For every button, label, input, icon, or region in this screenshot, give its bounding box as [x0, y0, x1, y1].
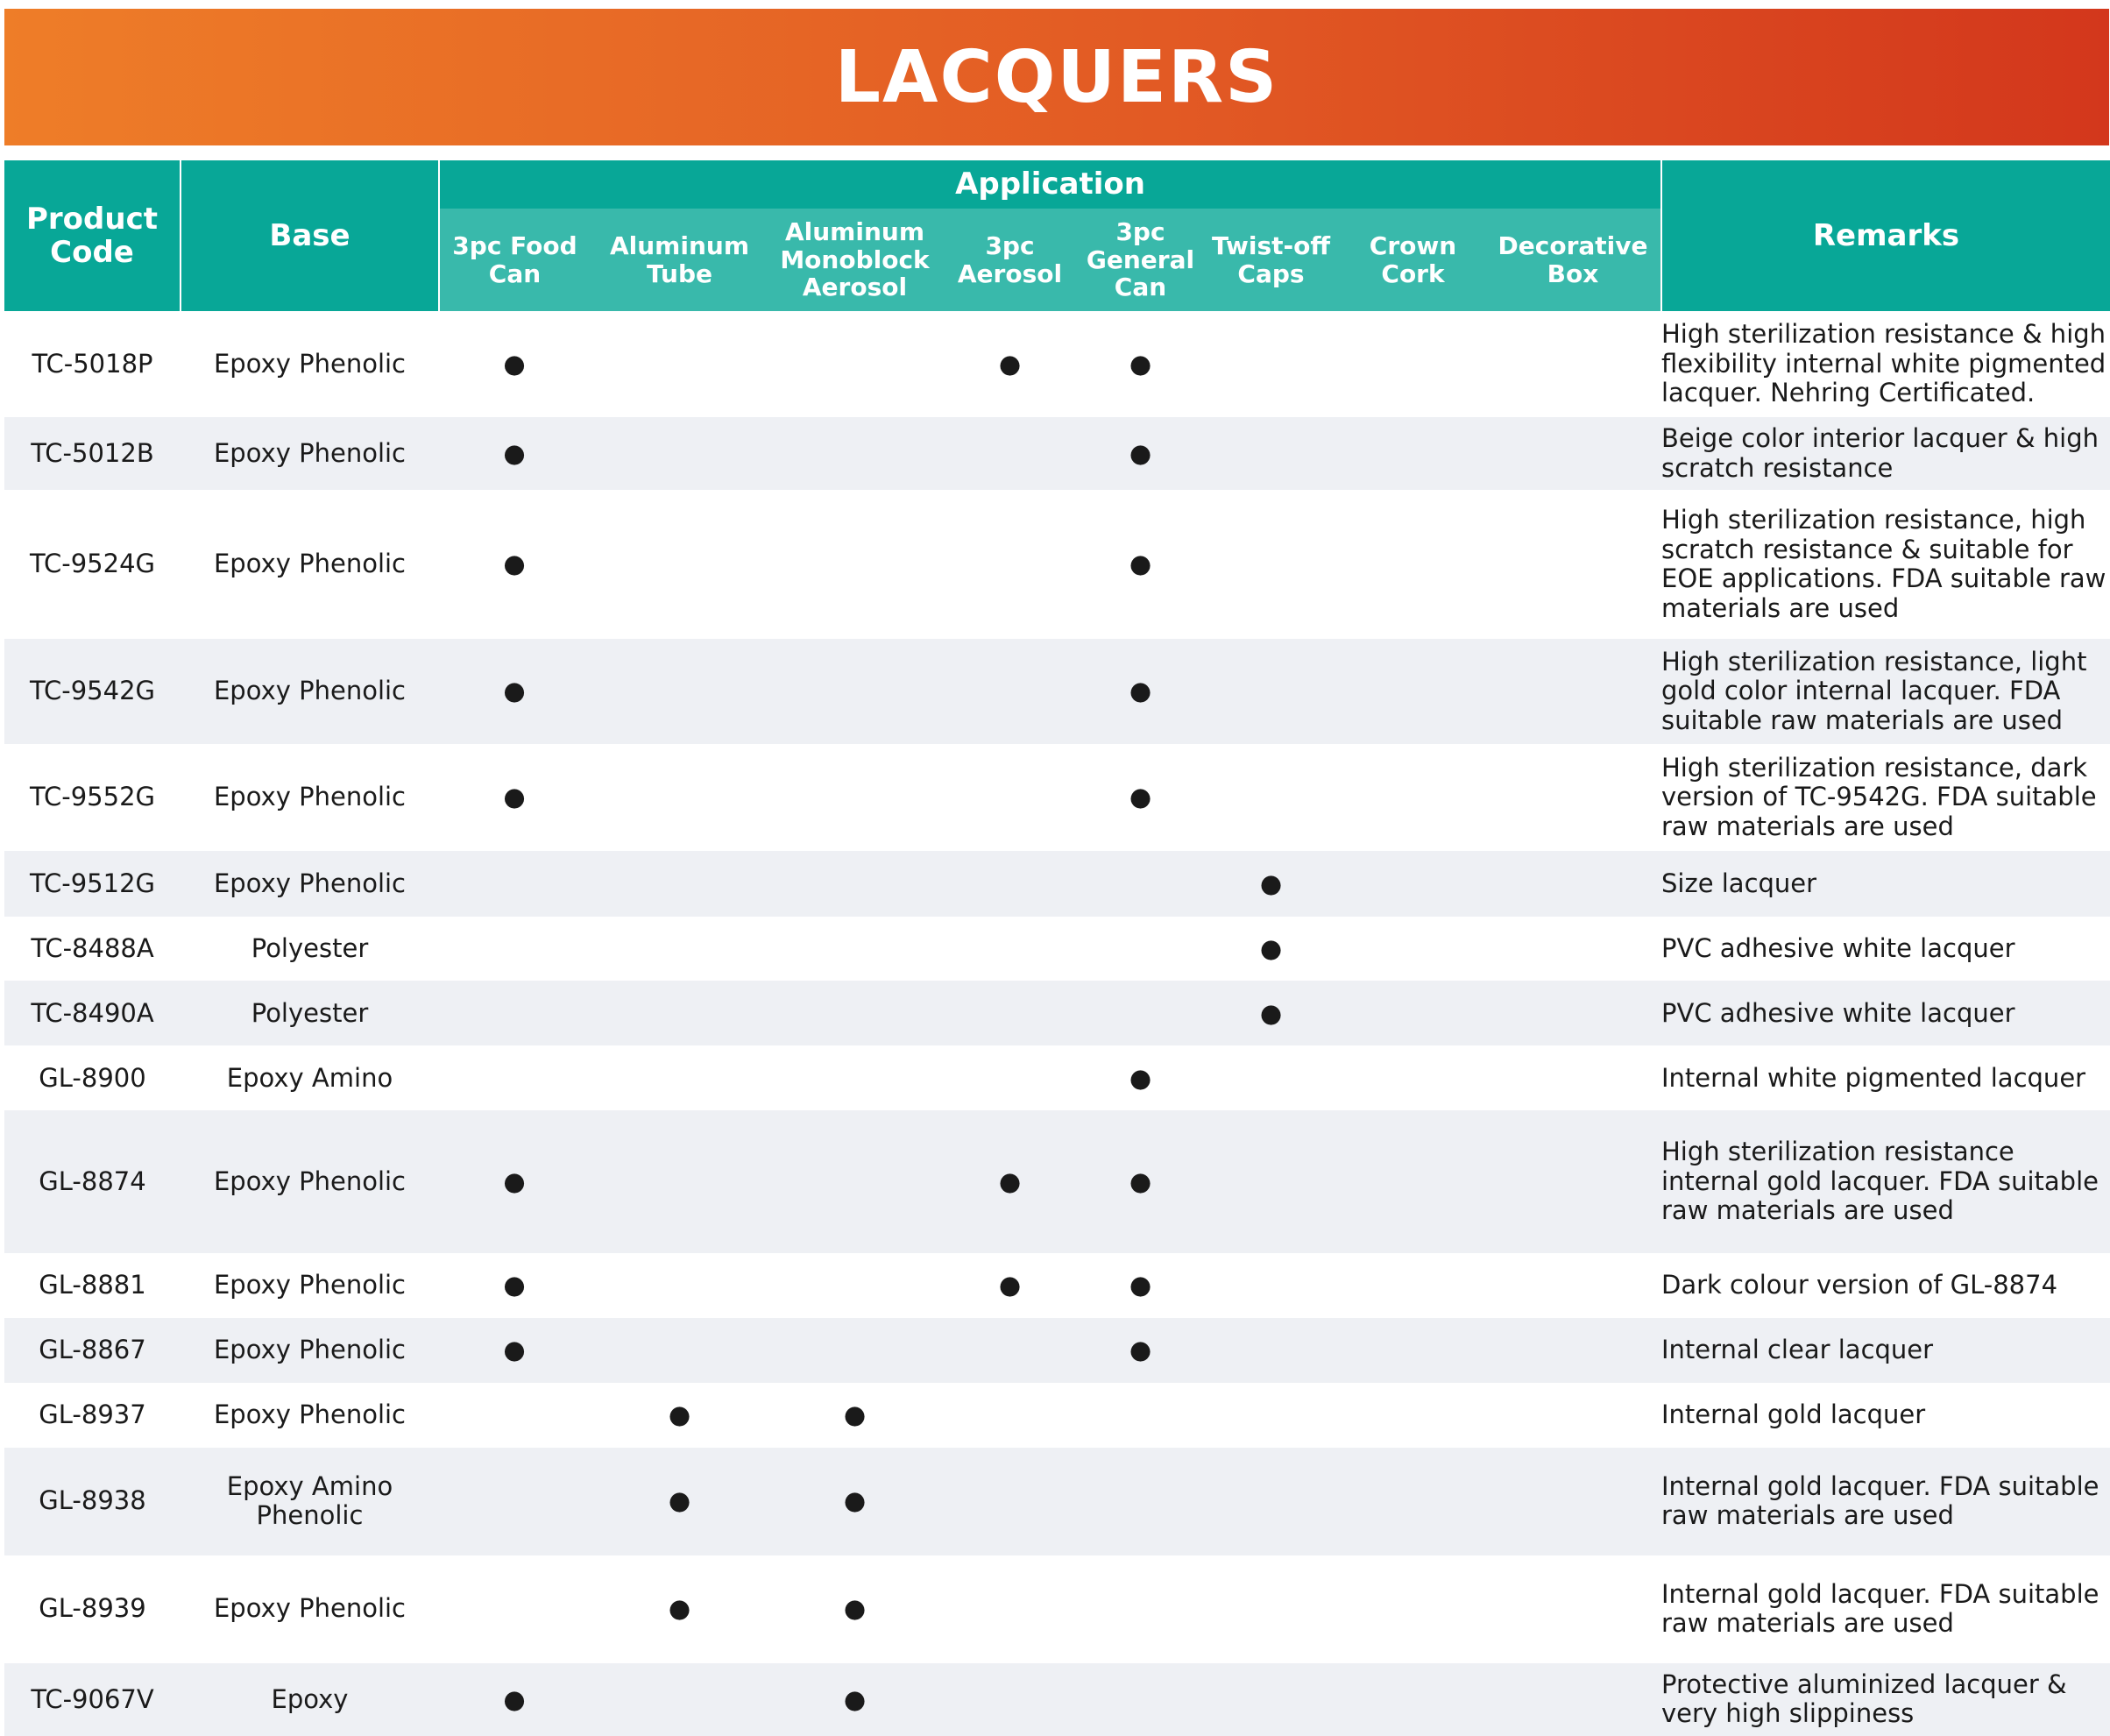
app-cell-crown-cork — [1341, 1448, 1485, 1555]
app-cell-3pc-food-can — [439, 1110, 590, 1252]
app-cell-3pc-aerosol — [940, 1045, 1080, 1110]
app-cell-aluminum-monoblock-aerosol — [769, 311, 940, 417]
app-cell-aluminum-monoblock-aerosol — [769, 851, 940, 917]
app-cell-aluminum-monoblock-aerosol — [769, 1318, 940, 1383]
app-cell-decorative-box — [1485, 981, 1661, 1045]
table-row — [4, 981, 2110, 1045]
header-application: Application — [439, 160, 1661, 209]
app-cell-twist-off-caps — [1201, 639, 1341, 744]
page-title: LACQUERS — [834, 35, 1279, 119]
app-cell-aluminum-tube — [590, 1318, 769, 1383]
app-cell-3pc-general-can — [1080, 744, 1201, 851]
remarks-cell: Internal gold lacquer — [1661, 1383, 2110, 1448]
product-code-cell: GL-8937 — [4, 1383, 181, 1448]
remarks-cell: PVC adhesive white lacquer — [1661, 981, 2110, 1045]
app-cell-decorative-box — [1485, 744, 1661, 851]
header-row-top — [4, 160, 2110, 209]
app-cell-crown-cork — [1341, 311, 1485, 417]
app-cell-3pc-food-can — [439, 1318, 590, 1383]
base-cell: Epoxy Phenolic — [181, 744, 439, 851]
app-cell-aluminum-monoblock-aerosol — [769, 1663, 940, 1736]
app-cell-decorative-box — [1485, 417, 1661, 490]
app-cell-crown-cork — [1341, 639, 1485, 744]
bullet-icon: ● — [843, 1593, 867, 1624]
header-base: Base — [181, 160, 439, 311]
app-cell-3pc-aerosol — [940, 981, 1080, 1045]
app-cell-twist-off-caps — [1201, 1663, 1341, 1736]
base-cell: Epoxy Phenolic — [181, 417, 439, 490]
header-app-3pc-aerosol: 3pc Aerosol — [940, 209, 1080, 311]
app-cell-3pc-general-can — [1080, 981, 1201, 1045]
product-code-cell: GL-8939 — [4, 1555, 181, 1663]
remarks-cell: Dark colour version of GL-8874 — [1661, 1253, 2110, 1318]
app-cell-twist-off-caps — [1201, 1318, 1341, 1383]
app-cell-3pc-food-can — [439, 981, 590, 1045]
product-code-cell: TC-8490A — [4, 981, 181, 1045]
app-cell-twist-off-caps — [1201, 1555, 1341, 1663]
table-row — [4, 744, 2110, 851]
table-row — [4, 490, 2110, 639]
app-cell-3pc-food-can — [439, 639, 590, 744]
app-cell-aluminum-monoblock-aerosol — [769, 417, 940, 490]
app-cell-3pc-general-can — [1080, 917, 1201, 981]
remarks-cell: Internal gold lacquer. FDA suitable raw materials are used — [1661, 1555, 2110, 1663]
app-cell-3pc-aerosol — [940, 490, 1080, 639]
app-cell-3pc-food-can — [439, 1663, 590, 1736]
bullet-icon: ● — [503, 348, 526, 379]
base-cell: Epoxy Phenolic — [181, 639, 439, 744]
app-cell-aluminum-monoblock-aerosol — [769, 1253, 940, 1318]
app-cell-twist-off-caps — [1201, 917, 1341, 981]
app-cell-3pc-aerosol — [940, 1663, 1080, 1736]
app-cell-decorative-box — [1485, 1318, 1661, 1383]
app-cell-twist-off-caps — [1201, 1110, 1341, 1252]
app-cell-crown-cork — [1341, 1318, 1485, 1383]
base-cell: Epoxy Phenolic — [181, 1555, 439, 1663]
bullet-icon: ● — [1129, 1062, 1152, 1093]
app-cell-aluminum-tube — [590, 1448, 769, 1555]
bullet-icon: ● — [1129, 348, 1152, 379]
app-cell-crown-cork — [1341, 917, 1485, 981]
app-cell-decorative-box — [1485, 490, 1661, 639]
bullet-icon: ● — [1129, 1166, 1152, 1196]
app-cell-aluminum-tube — [590, 1110, 769, 1252]
remarks-cell: High sterilization resistance internal gold lacquer. FDA suitable raw materials are used — [1661, 1110, 2110, 1252]
remarks-cell: PVC adhesive white lacquer — [1661, 917, 2110, 981]
table-row — [4, 1318, 2110, 1383]
table-row — [4, 417, 2110, 490]
app-cell-twist-off-caps — [1201, 417, 1341, 490]
app-cell-aluminum-monoblock-aerosol — [769, 1555, 940, 1663]
app-cell-twist-off-caps — [1201, 1253, 1341, 1318]
app-cell-3pc-food-can — [439, 1253, 590, 1318]
bullet-icon: ● — [998, 1166, 1022, 1196]
app-cell-twist-off-caps — [1201, 851, 1341, 917]
remarks-cell: High sterilization resistance, dark version of TC-9542G. FDA suitable raw materials are used — [1661, 744, 2110, 851]
base-cell: Epoxy — [181, 1663, 439, 1736]
table-row — [4, 1383, 2110, 1448]
header-app-3pc-general-can: 3pc General Can — [1080, 209, 1201, 311]
app-cell-crown-cork — [1341, 490, 1485, 639]
product-code-cell: TC-8488A — [4, 917, 181, 981]
bullet-icon: ● — [1129, 1269, 1152, 1300]
app-cell-crown-cork — [1341, 417, 1485, 490]
app-cell-crown-cork — [1341, 851, 1485, 917]
product-code-cell: TC-9542G — [4, 639, 181, 744]
bullet-icon: ● — [1129, 1334, 1152, 1364]
app-cell-3pc-general-can — [1080, 639, 1201, 744]
app-cell-decorative-box — [1485, 1045, 1661, 1110]
bullet-icon: ● — [1259, 868, 1283, 899]
app-cell-3pc-aerosol — [940, 311, 1080, 417]
app-cell-aluminum-tube — [590, 917, 769, 981]
app-cell-decorative-box — [1485, 639, 1661, 744]
app-cell-crown-cork — [1341, 1110, 1485, 1252]
table-row — [4, 1045, 2110, 1110]
bullet-icon: ● — [503, 437, 526, 468]
app-cell-3pc-general-can — [1080, 490, 1201, 639]
app-cell-decorative-box — [1485, 1555, 1661, 1663]
bullet-icon: ● — [503, 782, 526, 812]
app-cell-3pc-aerosol — [940, 1383, 1080, 1448]
app-cell-aluminum-monoblock-aerosol — [769, 917, 940, 981]
bullet-icon: ● — [668, 1399, 691, 1429]
product-code-cell: TC-9067V — [4, 1663, 181, 1736]
base-cell: Epoxy Phenolic — [181, 1383, 439, 1448]
app-cell-decorative-box — [1485, 311, 1661, 417]
base-cell: Epoxy Phenolic — [181, 851, 439, 917]
app-cell-3pc-general-can — [1080, 1663, 1201, 1736]
app-cell-crown-cork — [1341, 1555, 1485, 1663]
base-cell: Polyester — [181, 981, 439, 1045]
base-cell: Epoxy Phenolic — [181, 1253, 439, 1318]
app-cell-twist-off-caps — [1201, 1448, 1341, 1555]
bullet-icon: ● — [843, 1399, 867, 1429]
app-cell-3pc-food-can — [439, 917, 590, 981]
app-cell-aluminum-tube — [590, 1253, 769, 1318]
base-cell: Polyester — [181, 917, 439, 981]
bullet-icon: ● — [1259, 997, 1283, 1028]
remarks-cell: Internal clear lacquer — [1661, 1318, 2110, 1383]
app-cell-3pc-aerosol — [940, 917, 1080, 981]
app-cell-aluminum-monoblock-aerosol — [769, 744, 940, 851]
product-code-cell: TC-9524G — [4, 490, 181, 639]
app-cell-3pc-food-can — [439, 1448, 590, 1555]
table-body — [4, 311, 2110, 1736]
app-cell-3pc-general-can — [1080, 1448, 1201, 1555]
app-cell-decorative-box — [1485, 917, 1661, 981]
bullet-icon: ● — [998, 1269, 1022, 1300]
app-cell-3pc-general-can — [1080, 1555, 1201, 1663]
app-cell-aluminum-tube — [590, 311, 769, 417]
app-cell-3pc-aerosol — [940, 1253, 1080, 1318]
app-cell-3pc-food-can — [439, 311, 590, 417]
base-cell: Epoxy Amino — [181, 1045, 439, 1110]
app-cell-aluminum-monoblock-aerosol — [769, 1448, 940, 1555]
header-app-aluminum-monoblock-aerosol: Aluminum Monoblock Aerosol — [769, 209, 940, 311]
header-app-3pc-food-can: 3pc Food Can — [439, 209, 590, 311]
bullet-icon: ● — [503, 549, 526, 579]
app-cell-3pc-aerosol — [940, 639, 1080, 744]
table-row — [4, 1110, 2110, 1252]
header-app-crown-cork: Crown Cork — [1341, 209, 1485, 311]
app-cell-crown-cork — [1341, 744, 1485, 851]
app-cell-crown-cork — [1341, 1045, 1485, 1110]
app-cell-3pc-general-can — [1080, 1045, 1201, 1110]
app-cell-aluminum-monoblock-aerosol — [769, 490, 940, 639]
bullet-icon: ● — [1129, 437, 1152, 468]
app-cell-crown-cork — [1341, 981, 1485, 1045]
app-cell-twist-off-caps — [1201, 490, 1341, 639]
app-cell-aluminum-tube — [590, 981, 769, 1045]
table-row — [4, 917, 2110, 981]
bullet-icon: ● — [503, 1683, 526, 1714]
app-cell-decorative-box — [1485, 1253, 1661, 1318]
table-row — [4, 1253, 2110, 1318]
app-cell-twist-off-caps — [1201, 744, 1341, 851]
table-row — [4, 1555, 2110, 1663]
app-cell-aluminum-tube — [590, 490, 769, 639]
app-cell-3pc-aerosol — [940, 851, 1080, 917]
product-code-cell: TC-5012B — [4, 417, 181, 490]
app-cell-aluminum-tube — [590, 1663, 769, 1736]
app-cell-decorative-box — [1485, 1663, 1661, 1736]
product-code-cell: TC-5018P — [4, 311, 181, 417]
product-code-cell: GL-8874 — [4, 1110, 181, 1252]
app-cell-twist-off-caps — [1201, 1383, 1341, 1448]
app-cell-3pc-food-can — [439, 744, 590, 851]
app-cell-aluminum-tube — [590, 744, 769, 851]
app-cell-3pc-food-can — [439, 851, 590, 917]
app-cell-3pc-general-can — [1080, 311, 1201, 417]
app-cell-aluminum-monoblock-aerosol — [769, 1383, 940, 1448]
bullet-icon: ● — [1259, 933, 1283, 964]
bullet-icon: ● — [503, 676, 526, 706]
app-cell-aluminum-monoblock-aerosol — [769, 981, 940, 1045]
app-cell-twist-off-caps — [1201, 311, 1341, 417]
remarks-cell: Beige color interior lacquer & high scratch resistance — [1661, 417, 2110, 490]
bullet-icon: ● — [503, 1166, 526, 1196]
bullet-icon: ● — [1129, 549, 1152, 579]
app-cell-3pc-aerosol — [940, 417, 1080, 490]
app-cell-3pc-aerosol — [940, 1110, 1080, 1252]
app-cell-twist-off-caps — [1201, 981, 1341, 1045]
product-code-cell: TC-9512G — [4, 851, 181, 917]
table-row — [4, 639, 2110, 744]
app-cell-3pc-aerosol — [940, 744, 1080, 851]
app-cell-crown-cork — [1341, 1663, 1485, 1736]
base-cell: Epoxy Amino Phenolic — [181, 1448, 439, 1555]
app-cell-3pc-food-can — [439, 1383, 590, 1448]
header-app-aluminum-tube: Aluminum Tube — [590, 209, 769, 311]
app-cell-3pc-general-can — [1080, 1383, 1201, 1448]
table-row — [4, 311, 2110, 417]
app-cell-3pc-general-can — [1080, 851, 1201, 917]
app-cell-aluminum-tube — [590, 639, 769, 744]
app-cell-3pc-aerosol — [940, 1448, 1080, 1555]
app-cell-3pc-aerosol — [940, 1318, 1080, 1383]
app-cell-aluminum-tube — [590, 417, 769, 490]
table-row — [4, 1448, 2110, 1555]
app-cell-crown-cork — [1341, 1383, 1485, 1448]
bullet-icon: ● — [843, 1485, 867, 1516]
app-cell-decorative-box — [1485, 1383, 1661, 1448]
bullet-icon: ● — [503, 1334, 526, 1364]
remarks-cell: Protective aluminized lacquer & very high slippiness — [1661, 1663, 2110, 1736]
app-cell-aluminum-tube — [590, 1045, 769, 1110]
product-code-cell: GL-8900 — [4, 1045, 181, 1110]
lacquers-table — [4, 160, 2110, 1736]
header-remarks: Remarks — [1661, 160, 2110, 311]
remarks-cell: High sterilization resistance, high scratch resistance & suitable for EOE applications. FDA suitable raw materials are used — [1661, 490, 2110, 639]
title-banner — [4, 9, 2109, 145]
app-cell-3pc-food-can — [439, 1045, 590, 1110]
app-cell-aluminum-tube — [590, 851, 769, 917]
app-cell-crown-cork — [1341, 1253, 1485, 1318]
app-cell-3pc-food-can — [439, 490, 590, 639]
remarks-cell: Internal white pigmented lacquer — [1661, 1045, 2110, 1110]
app-cell-3pc-food-can — [439, 417, 590, 490]
app-cell-aluminum-tube — [590, 1383, 769, 1448]
header-app-twist-off-caps: Twist-off Caps — [1201, 209, 1341, 311]
remarks-cell: High sterilization resistance & high flexibility internal white pigmented lacquer. Nehring Certificated. — [1661, 311, 2110, 417]
product-code-cell: GL-8881 — [4, 1253, 181, 1318]
app-cell-aluminum-monoblock-aerosol — [769, 1110, 940, 1252]
bullet-icon: ● — [843, 1683, 867, 1714]
bullet-icon: ● — [668, 1485, 691, 1516]
app-cell-aluminum-tube — [590, 1555, 769, 1663]
app-cell-aluminum-monoblock-aerosol — [769, 1045, 940, 1110]
app-cell-3pc-general-can — [1080, 417, 1201, 490]
bullet-icon: ● — [998, 348, 1022, 379]
bullet-icon: ● — [1129, 782, 1152, 812]
bullet-icon: ● — [668, 1593, 691, 1624]
remarks-cell: Size lacquer — [1661, 851, 2110, 917]
app-cell-3pc-aerosol — [940, 1555, 1080, 1663]
app-cell-decorative-box — [1485, 851, 1661, 917]
app-cell-3pc-general-can — [1080, 1318, 1201, 1383]
app-cell-aluminum-monoblock-aerosol — [769, 639, 940, 744]
header-app-decorative-box: Decorative Box — [1485, 209, 1661, 311]
table-row — [4, 851, 2110, 917]
app-cell-decorative-box — [1485, 1110, 1661, 1252]
table-row — [4, 1663, 2110, 1736]
product-code-cell: GL-8867 — [4, 1318, 181, 1383]
bullet-icon: ● — [503, 1269, 526, 1300]
app-cell-decorative-box — [1485, 1448, 1661, 1555]
bullet-icon: ● — [1129, 676, 1152, 706]
remarks-cell: Internal gold lacquer. FDA suitable raw materials are used — [1661, 1448, 2110, 1555]
base-cell: Epoxy Phenolic — [181, 311, 439, 417]
header-product-code: Product Code — [4, 160, 181, 311]
base-cell: Epoxy Phenolic — [181, 1318, 439, 1383]
app-cell-3pc-general-can — [1080, 1253, 1201, 1318]
product-code-cell: GL-8938 — [4, 1448, 181, 1555]
app-cell-twist-off-caps — [1201, 1045, 1341, 1110]
app-cell-3pc-food-can — [439, 1555, 590, 1663]
base-cell: Epoxy Phenolic — [181, 1110, 439, 1252]
remarks-cell: High sterilization resistance, light gold color internal lacquer. FDA suitable raw materials are used — [1661, 639, 2110, 744]
product-code-cell: TC-9552G — [4, 744, 181, 851]
app-cell-3pc-general-can — [1080, 1110, 1201, 1252]
base-cell: Epoxy Phenolic — [181, 490, 439, 639]
